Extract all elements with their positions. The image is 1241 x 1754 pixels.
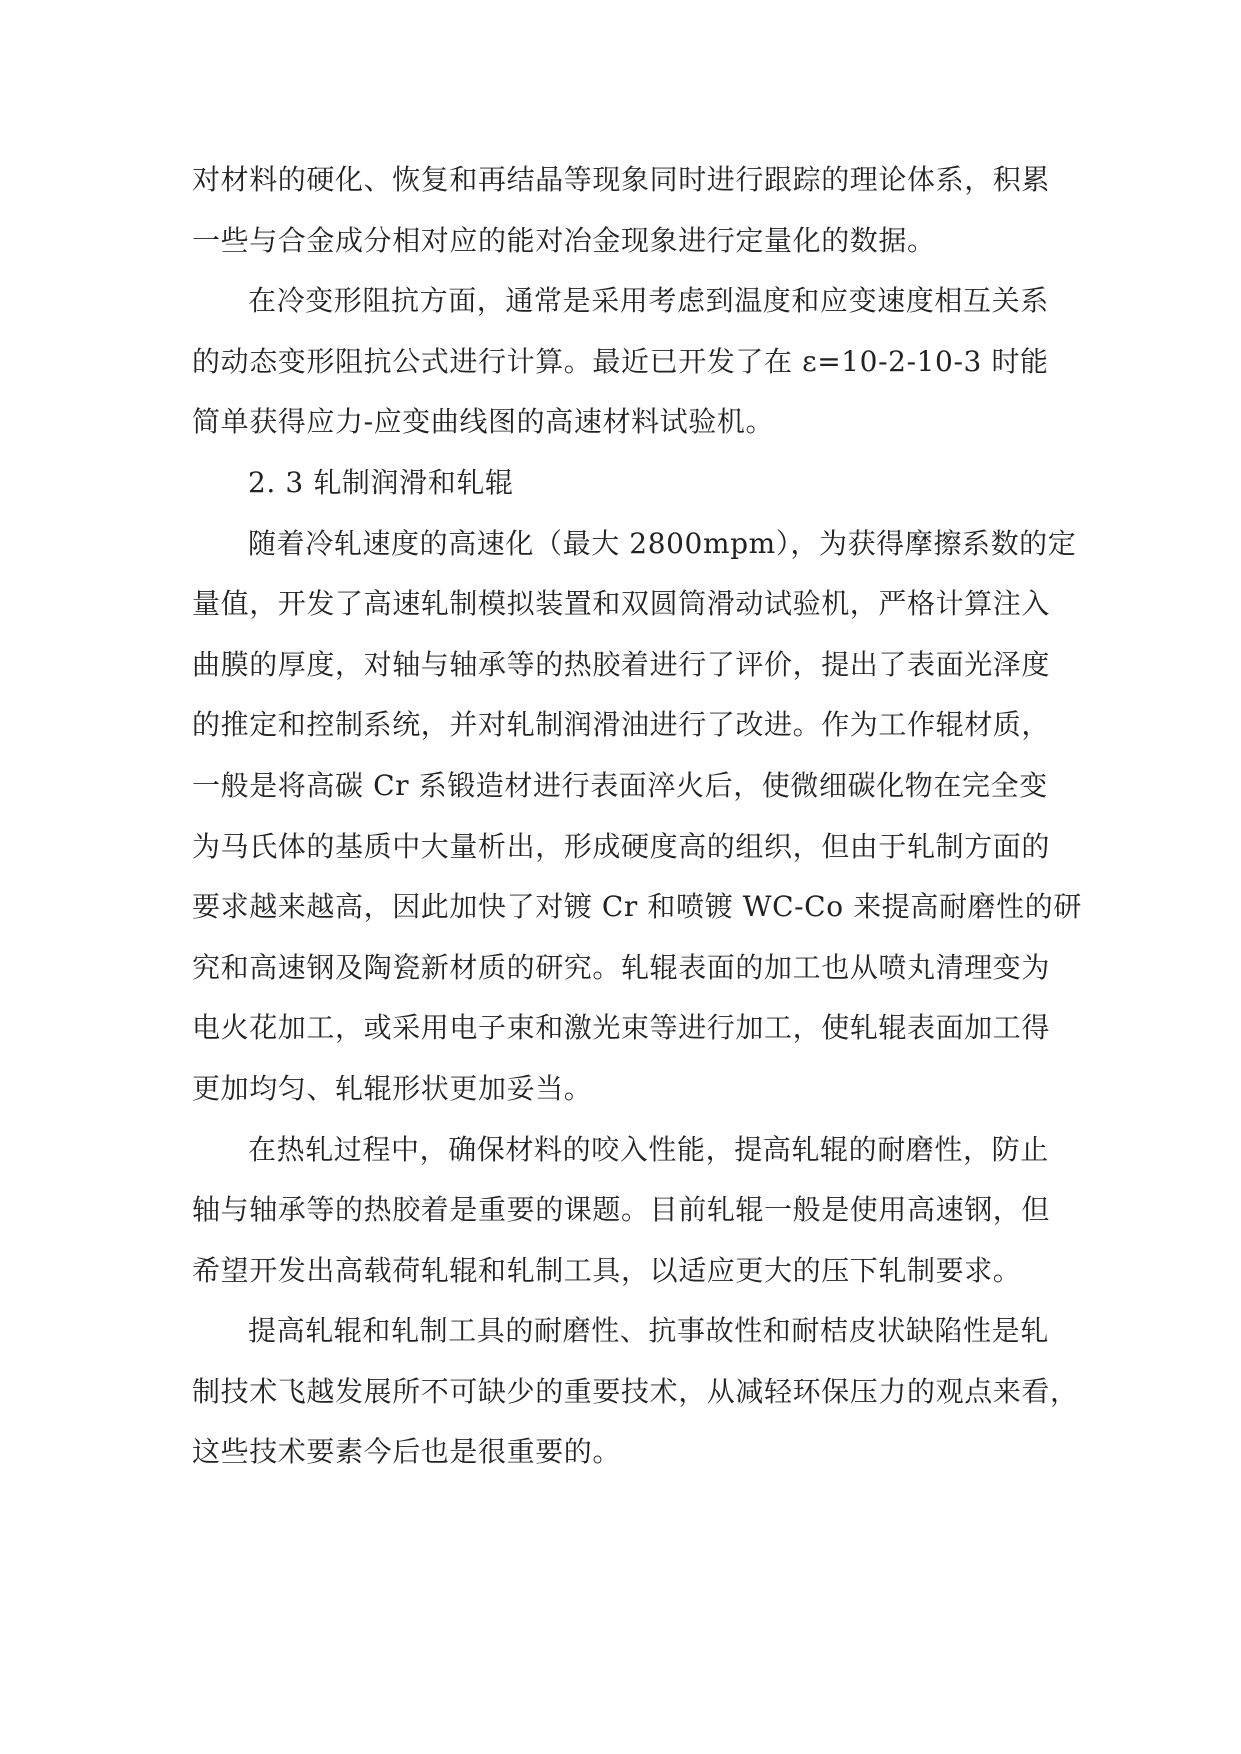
paragraph-start-line: 在热轧过程中，确保材料的咬入性能，提高轧辊的耐磨性，防止 (248, 1132, 1049, 1166)
paragraph-start-line: 随着冷轧速度的高速化（最大 2800mpm），为获得摩擦系数的定 (248, 526, 1077, 560)
section-heading: 2. 3 轧制润滑和轧辊 (248, 465, 514, 499)
text-line: 的推定和控制系统，并对轧制润滑油进行了改进。作为工作辊材质， (192, 708, 1051, 742)
paragraph-start-line: 在冷变形阻抗方面，通常是采用考虑到温度和应变速度相互关系 (248, 284, 1049, 318)
text-line: 这些技术要素今后也是很重要的。 (192, 1435, 622, 1469)
text-line: 一些与合金成分相对应的能对冶金现象进行定量化的数据。 (192, 223, 936, 257)
text-line: 对材料的硬化、恢复和再结晶等现象同时进行跟踪的理论体系，积累 (192, 163, 1051, 196)
text-line: 的动态变形阻抗公式进行计算。最近已开发了在 ε=10-2-10-3 时能 (192, 344, 1049, 378)
text-line: 简单获得应力-应变曲线图的高速材料试验机。 (192, 405, 775, 439)
text-line: 究和高速钢及陶瓷新材质的研究。轧辊表面的加工也从喷丸清理变为 (192, 950, 1051, 984)
text-line: 制技术飞越发展所不可缺少的重要技术，从减轻环保压力的观点来看， (192, 1374, 1079, 1408)
text-line: 轴与轴承等的热胶着是重要的课题。目前轧辊一般是使用高速钢，但 (192, 1193, 1051, 1227)
text-line: 希望开发出高载荷轧辊和轧制工具，以适应更大的压下轧制要求。 (192, 1253, 1022, 1287)
text-line: 要求越来越高，因此加快了对镀 Cr 和喷镀 WC-Co 来提高耐磨性的研 (192, 890, 1082, 924)
text-line: 为马氏体的基质中大量析出，形成硬度高的组织，但由于轧制方面的 (192, 829, 1051, 863)
text-line: 更加均匀、轧辊形状更加妥当。 (192, 1071, 593, 1105)
document-body (192, 150, 1082, 1483)
text-line: 曲膜的厚度，对轴与轴承等的热胶着进行了评价，提出了表面光泽度 (192, 647, 1051, 681)
text-line: 一般是将高碳 Cr 系锻造材进行表面淬火后，使微细碳化物在完全变 (192, 768, 1048, 802)
text-line: 电火花加工，或采用电子束和激光束等进行加工，使轧辊表面加工得 (192, 1011, 1051, 1045)
paragraph-start-line: 提高轧辊和轧制工具的耐磨性、抗事故性和耐桔皮状缺陷性是轧 (248, 1314, 1049, 1348)
text-line: 量值，开发了高速轧制模拟装置和双圆筒滑动试验机，严格计算注入 (192, 587, 1051, 621)
